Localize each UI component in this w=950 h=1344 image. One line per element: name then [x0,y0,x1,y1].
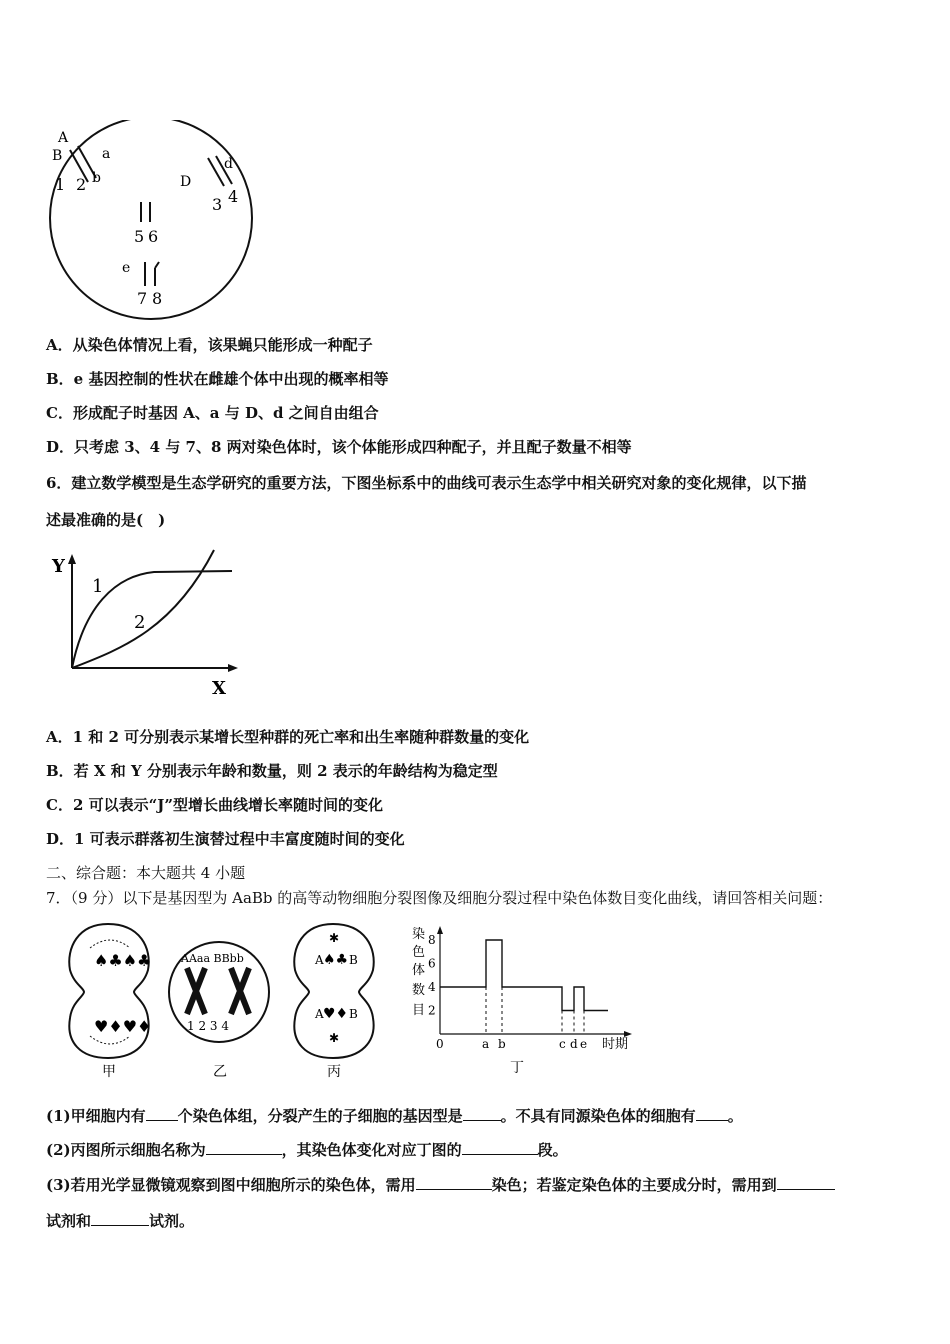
cell-bing-top-A: A [315,953,324,967]
label-B: B [52,148,63,164]
chart-y-tick-8: 8 [428,933,436,947]
chart-x-a: a [482,1037,490,1051]
q7-question-2: (2)丙图所示细胞名称为 ，其染色体变化对应丁图的 段。 [46,1141,568,1159]
svg-text:♠♣♠♣: ♠♣♠♣ [94,951,152,970]
q6-stem-line2: 述最准确的是( ) [46,511,166,529]
label-e: e [122,260,131,276]
chart-ylabel-1: 染 [412,927,426,942]
q5-option-d: D．只考虑 3、4 与 7、8 两对染色体时，该个体能形成四种配子，并且配子数量不相等 [46,438,632,456]
label-7: 7 [137,289,148,308]
q7-question-3-cont: 试剂和 试剂。 [46,1212,195,1230]
chart-x-b: b [498,1037,506,1051]
curve-2-label: 2 [134,612,146,633]
cell-jia-label: 甲 [102,1064,116,1078]
cell-yi-genes: AAaa BBbb [181,952,244,965]
label-1: 1 [55,175,66,194]
answer-blank-6[interactable] [416,1175,492,1190]
label-d: d [224,156,233,172]
svg-text:✱: ✱ [329,931,340,945]
cell-ding-label: 丁 [510,1060,524,1076]
cell-bing-bot-A: A [315,1007,324,1021]
svg-text:♠♣: ♠♣ [323,952,349,968]
cell-bing-bot-B: B [349,1007,358,1021]
cell-jia-figure [60,918,160,1078]
q5-option-c: C．形成配子时基因 A、a 与 D、d 之间自由组合 [46,404,379,422]
chart-ylabel-2: 色 [412,945,426,960]
label-3: 3 [212,195,223,214]
chart-x-d: d [570,1037,578,1051]
label-D: D [180,174,192,190]
curve-2 [72,550,214,668]
cell-bing-label: 丙 [327,1064,341,1078]
label-5: 5 [134,227,145,246]
q6-option-c: C．2 可以表示“J”型增长曲线增长率随时间的变化 [46,796,383,814]
y-axis-label: Y [52,556,65,577]
chart-y-tick-6: 6 [428,956,436,971]
cell-bing-figure [285,918,385,1078]
label-b: b [92,170,101,186]
chart-ylabel-4: 数 [412,983,426,998]
q5-option-a: A．从染色体情况上看，该果蝇只能形成一种配子 [46,336,373,354]
chromosome-3 [208,158,224,186]
x-axis-label: X [212,678,226,698]
cell-yi-figure [165,938,275,1078]
chart-x-zero: 0 [436,1037,444,1051]
label-6: 6 [148,227,159,246]
label-a: a [102,146,111,162]
cell-bing-top-B: B [349,953,358,967]
svg-text:✱: ✱ [329,1031,340,1045]
q6-option-b: B．若 X 和 Y 分别表示年龄和数量，则 2 表示的年龄结构为稳定型 [46,762,498,780]
q6-option-d: D．1 可表示群落初生演替过程中丰富度随时间的变化 [46,830,405,848]
chart-ylabel-3: 体 [412,963,426,978]
curve-1-label: 1 [92,576,104,597]
chart-step-line [440,940,608,1011]
chart-y-tick-4: 4 [428,980,436,994]
label-8: 8 [152,289,163,308]
svg-text:♥♦: ♥♦ [323,1006,349,1022]
answer-blank-3[interactable] [696,1106,728,1121]
answer-blank-5[interactable] [462,1140,538,1155]
chart-x-e: e [580,1037,588,1051]
q7-question-1: (1)甲细胞内有 个染色体组，分裂产生的子细胞的基因型是 。不具有同源染色体的细胞有 。 [46,1107,743,1125]
section-two-heading: 二、综合题：本大题共 4 小题 [46,864,246,882]
chromosome-circle-figure [40,120,270,320]
q7-question-3: (3)若用光学显微镜观察到图中细胞所示的染色体，需用 染色；若鉴定染色体的主要成分时，需用到 [46,1175,835,1195]
answer-blank-8[interactable] [91,1211,149,1226]
label-4: 4 [228,187,239,206]
chart-x-c: c [559,1037,566,1051]
chart-y-tick-2: 2 [428,1003,436,1018]
chart-ylabel-5: 目 [412,1003,426,1018]
label-2: 2 [76,175,87,194]
chart-xlabel: 时期 [602,1037,629,1052]
svg-text:♥♦♥♦: ♥♦♥♦ [94,1017,152,1036]
label-A: A [58,130,69,146]
cell-ding-chart [404,924,644,1078]
q6-stem-line1: 6．建立数学模型是生态学研究的重要方法，下图坐标系中的曲线可表示生态学中相关研究对象的变化规律，以下描 [46,474,807,492]
q5-option-b: B．e 基因控制的性状在雌雄个体中出现的概率相等 [46,370,389,388]
answer-blank-1[interactable] [146,1106,178,1121]
cell-yi-numbers: 1 2 3 4 [187,1019,229,1033]
cell-yi-label: 乙 [213,1064,227,1078]
q6-graph [44,548,244,698]
q6-option-a: A．1 和 2 可分别表示某增长型种群的死亡率和出生率随种群数量的变化 [46,728,530,746]
answer-blank-2[interactable] [463,1106,501,1121]
q7-stem: 7．（9 分）以下是基因型为 AaBb 的高等动物细胞分裂图像及细胞分裂过程中染色体数目变化曲线，请回答相关问题： [46,889,833,907]
answer-blank-7[interactable] [777,1175,835,1190]
answer-blank-4[interactable] [206,1140,282,1155]
